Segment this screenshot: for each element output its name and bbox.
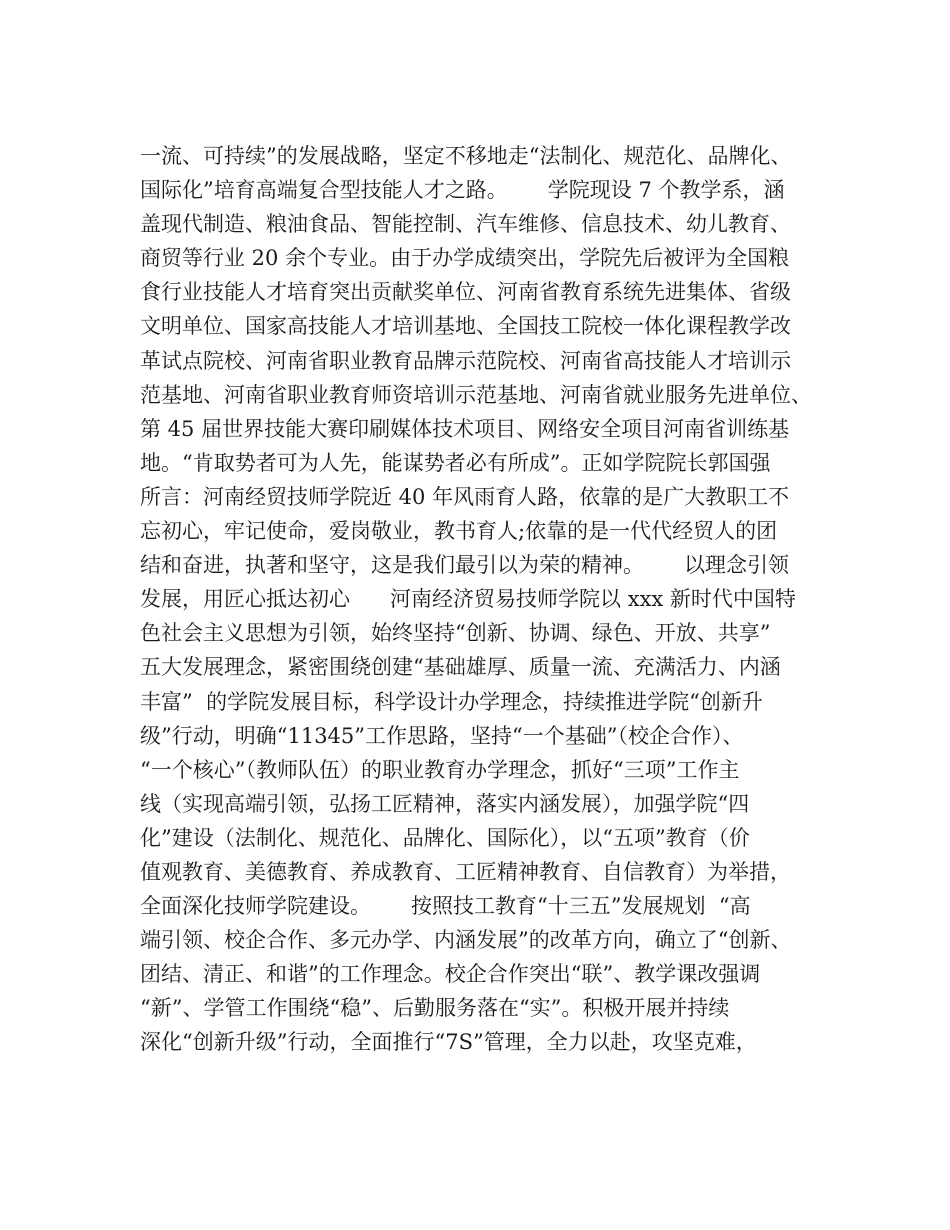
text-line: 发展，用匠心抵达初心 河南经济贸易技师学院以 xxx 新时代中国特 — [140, 587, 796, 612]
body-text — [140, 139, 830, 1060]
text-line: 结和奋进，执著和坚守，这是我们最引以为荣的精神。 以理念引领 — [140, 553, 790, 578]
text-line: 革试点院校、河南省职业教育品牌示范院校、河南省高技能人才培训示 — [140, 348, 791, 373]
text-line: 商贸等行业 20 余个专业。由于办学成绩突出，学院先后被评为全国粮 — [140, 246, 790, 271]
text-line: 端引领、校企合作、多元办学、内涵发展”的改革方向，确立了“创新、 — [140, 928, 792, 953]
text-line: 一流、可持续”的发展战略，坚定不移地走“法制化、规范化、品牌化、 — [140, 144, 792, 168]
text-line: 值观教育、美德教育、养成教育、工匠精神教育、自信教育）为举措， — [140, 859, 791, 884]
text-line: 线（实现高端引领，弘扬工匠精神，落实内涵发展），加强学院“四 — [140, 791, 750, 816]
text-line: 深化“创新升级”行动，全面推行“7S”管理，全力以赴，攻坚克难， — [140, 1030, 757, 1055]
text-line: 五大发展理念，紧密围绕创建“基础雄厚、质量一流、充满活力、内涵 — [140, 655, 781, 680]
text-line: “一个核心”（教师队伍）的职业教育办学理念，抓好“三项”工作主 — [140, 757, 740, 782]
text-line: 化”建设（法制化、规范化、品牌化、国际化），以“五项”教育（价 — [140, 825, 750, 850]
text-line: 忘初心，牢记使命，爱岗敬业，教书育人;依靠的是一代代经贸人的团 — [140, 519, 778, 544]
text-line: 盖现代制造、粮油食品、智能控制、汽车维修、信息技术、幼儿教育、 — [140, 212, 791, 237]
text-line: 所言：河南经贸技师学院近 40 年风雨育人路，依靠的是广大教职工不 — [140, 484, 790, 509]
text-line: 国际化”培育高端复合型技能人才之路。 学院现设 7 个教学系，涵 — [140, 178, 785, 203]
text-line: 范基地、河南省职业教育师资培训示范基地、河南省就业服务先进单位、 — [140, 382, 812, 407]
text-line: “新”、学管工作围绕“稳”、后勤服务落在“实”。积极开展并持续 — [140, 996, 730, 1021]
text-line: 地。“肯取势者可为人先，能谋势者必有所成”。正如学院院长郭国强 — [140, 450, 771, 475]
text-line: 丰富” 的学院发展目标，科学设计办学理念，持续推进学院“创新升 — [140, 689, 763, 714]
text-line: 文明单位、国家高技能人才培训基地、全国技工院校一体化课程教学改 — [140, 314, 791, 339]
text-line: 色社会主义思想为引领，始终坚持“创新、协调、绿色、开放、共享” — [140, 621, 771, 646]
text-line: 级”行动，明确“11345”工作思路，坚持“一个基础”（校企合作）、 — [140, 723, 744, 748]
text-line: 全面深化技师学院建设。 按照技工教育“十三五”发展规划 “高 — [140, 894, 751, 919]
text-line: 第 45 届世界技能大赛印刷媒体技术项目、网络安全项目河南省训练基 — [140, 416, 790, 441]
text-line: 团结、清正、和谐”的工作理念。校企合作突出“联”、教学课改强调 — [140, 962, 761, 987]
text-line: 食行业技能人才培育突出贡献奖单位、河南省教育系统先进集体、省级 — [140, 280, 791, 305]
